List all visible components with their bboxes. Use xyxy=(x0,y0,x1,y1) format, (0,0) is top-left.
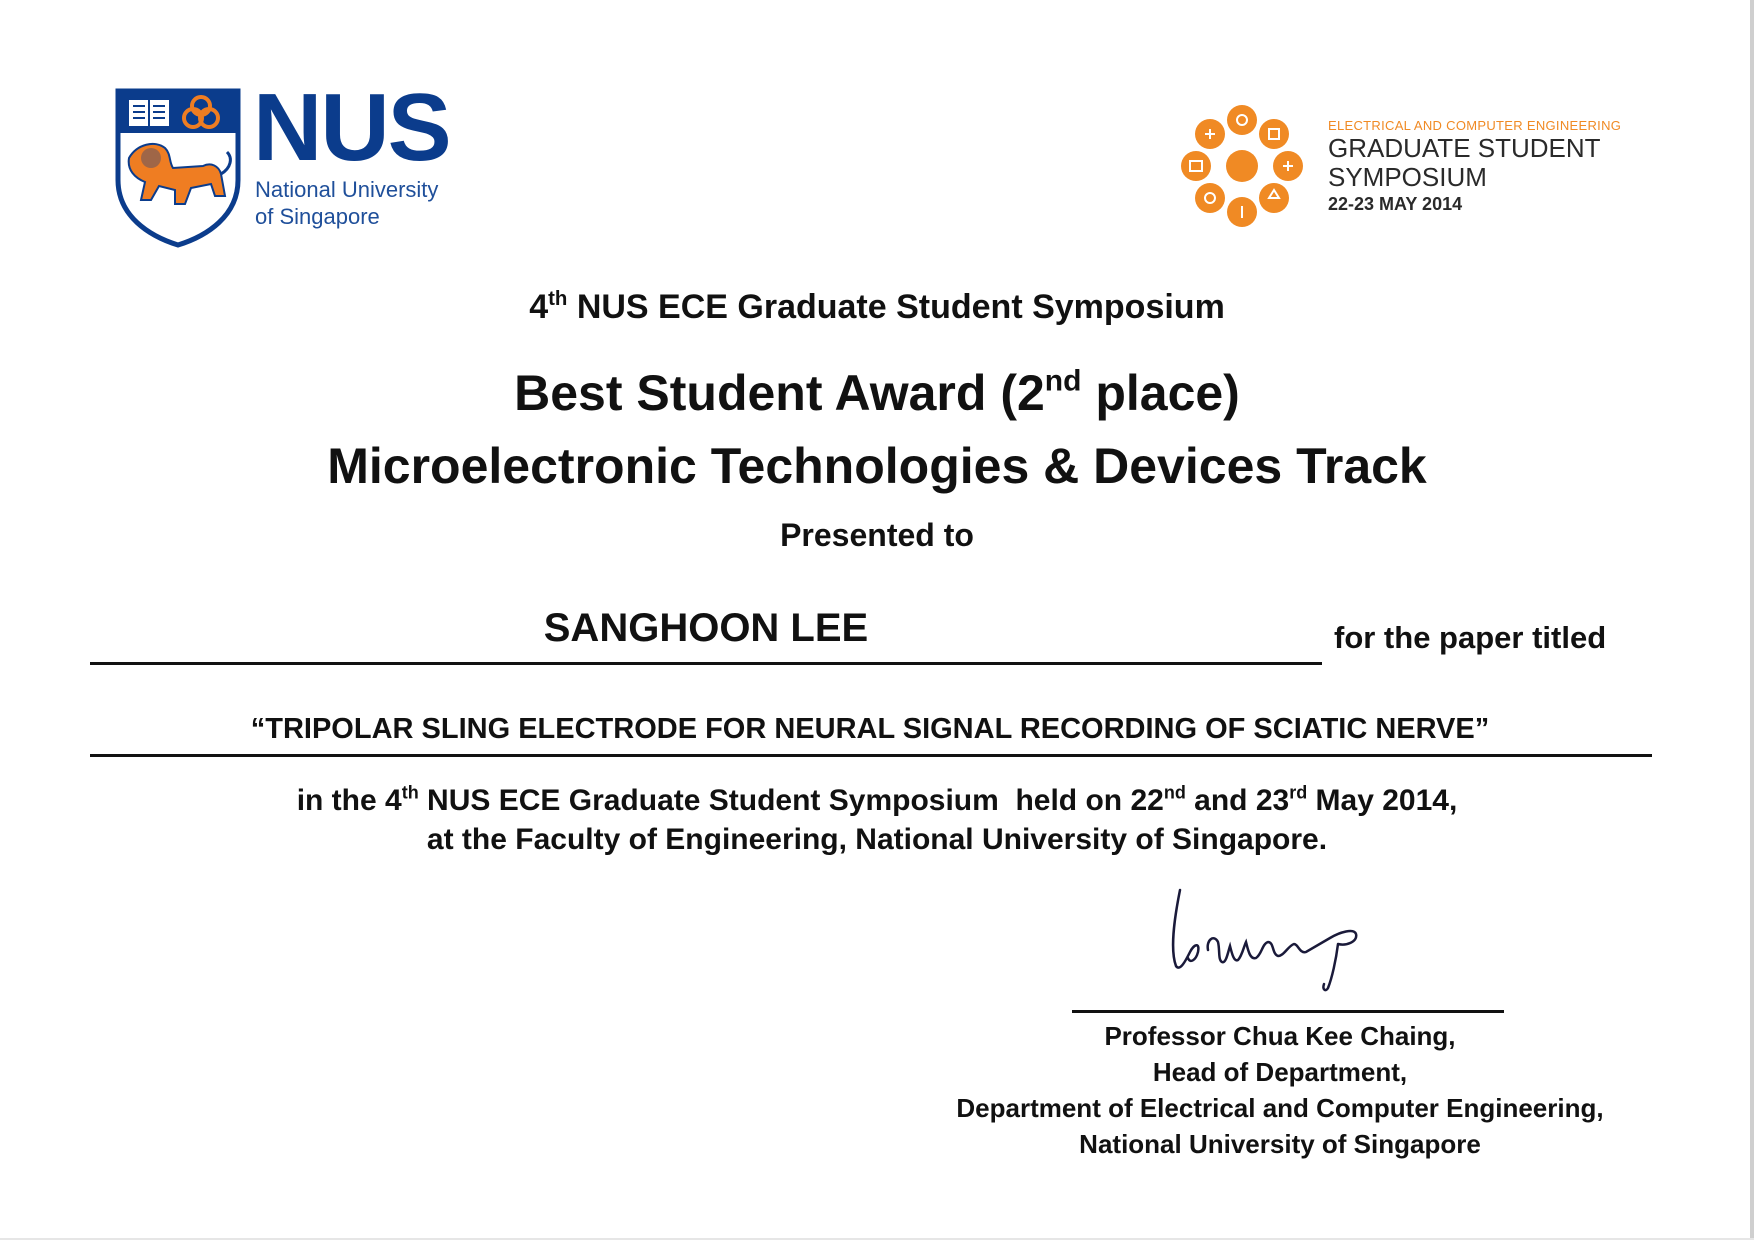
symposium-ordinal: 4 xyxy=(529,288,549,326)
symposium-title-line2: SYMPOSIUM xyxy=(1328,162,1487,192)
held-th: th xyxy=(401,782,419,803)
symposium-logo xyxy=(1180,104,1650,234)
award-title xyxy=(0,364,1754,422)
signatory-university: National University of Singapore xyxy=(1079,1129,1481,1159)
symposium-heading xyxy=(0,288,1754,327)
nus-wordmark: NUS xyxy=(253,74,450,181)
held-nd: nd xyxy=(1163,782,1186,803)
signatory-title: Head of Department, xyxy=(1152,1057,1408,1087)
held-event: NUS ECE Graduate Student Symposium held on 22 xyxy=(418,784,1164,817)
held-in-the: in the 4 xyxy=(296,784,402,817)
held-and: and 23 xyxy=(1185,784,1290,817)
symposium-ordinal-suffix: th xyxy=(548,287,568,310)
symposium-flower-icon xyxy=(1180,104,1304,228)
signatory-department: Department of Electrical and Computer Engineering, xyxy=(956,1093,1604,1123)
for-paper-label: for the paper titled xyxy=(1334,620,1607,655)
held-year: May 2014, xyxy=(1307,784,1458,817)
presented-to: Presented to xyxy=(780,517,974,553)
signatory-block xyxy=(900,1018,1660,1162)
symposium-name: NUS ECE Graduate Student Symposium xyxy=(576,288,1225,326)
award-track: Microelectronic Technologies & Devices Track xyxy=(327,438,1427,494)
held-line-1 xyxy=(0,784,1754,818)
page-edge-right xyxy=(1750,0,1754,1240)
award-end: place) xyxy=(1081,365,1240,421)
recipient-name: SANGHOON LEE xyxy=(543,606,869,650)
signature xyxy=(1160,880,1400,1000)
nus-shield-icon xyxy=(115,88,241,248)
nus-logo xyxy=(115,74,485,248)
signatory-name: Professor Chua Kee Chaing, xyxy=(1104,1021,1456,1051)
held-rd: rd xyxy=(1289,782,1308,803)
symposium-date: 22-23 MAY 2014 xyxy=(1328,194,1463,214)
symposium-department: ELECTRICAL AND COMPUTER ENGINEERING xyxy=(1328,118,1622,133)
symposium-text xyxy=(1328,118,1621,216)
paper-underline xyxy=(90,754,1652,757)
nus-name xyxy=(255,176,438,230)
award-ordinal-suffix: nd xyxy=(1044,364,1082,398)
award-prefix: Best Student Award (2 xyxy=(514,365,1045,421)
held-line-2: at the Faculty of Engineering, National University of Singapore. xyxy=(426,823,1328,856)
nus-name-line2: of Singapore xyxy=(255,204,380,229)
nus-name-line1: National University xyxy=(255,177,439,202)
symposium-title-line1: GRADUATE STUDENT xyxy=(1328,133,1601,163)
signature-line xyxy=(1072,1010,1504,1013)
recipient-underline xyxy=(90,662,1322,665)
paper-title: “TRIPOLAR SLING ELECTRODE FOR NEURAL SIGNAL RECORDING OF SCIATIC NERVE” xyxy=(250,713,1490,745)
